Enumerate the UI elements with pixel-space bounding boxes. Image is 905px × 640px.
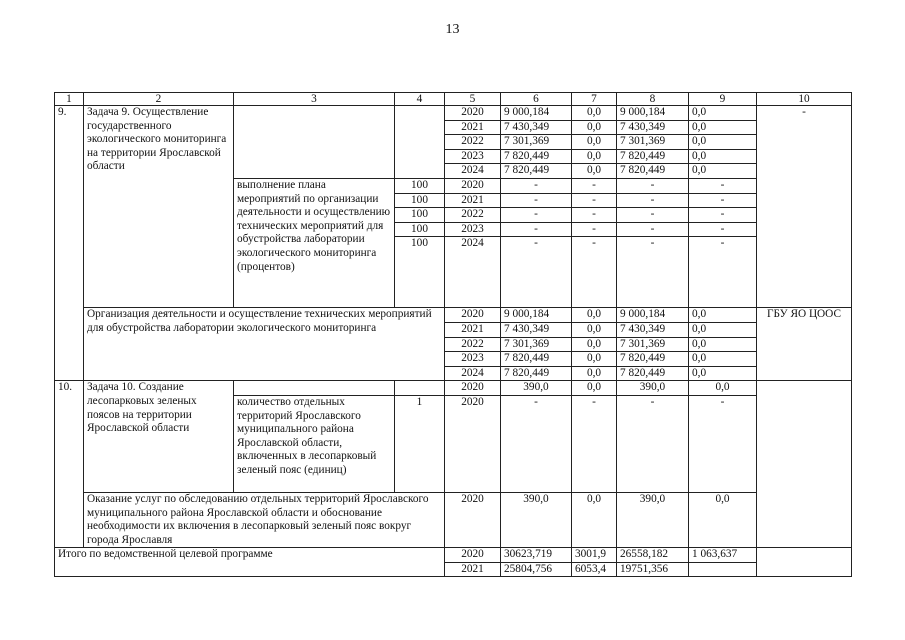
indicator-text: выполнение плана мероприятий по организации деятельности и осуществлению технических мероприятий для обустройства лаборатории экологического мониторинга (процентов) (234, 178, 395, 307)
column-header: 9 (689, 93, 757, 106)
column-header: 2 (84, 93, 234, 106)
value-cell: - (689, 178, 757, 193)
value-cell: 7 430,349 (617, 120, 689, 135)
target-value-cell: 100 (395, 193, 445, 208)
activity-text: Оказание услуг по обследованию отдельных территорий Ярославского муниципального района Ярославской области и обоснование необходимости их включения в лесопарковый зеленый пояс вокруг города Ярославля (84, 492, 445, 547)
column-header: 1 (55, 93, 84, 106)
target-value-cell: 100 (395, 222, 445, 237)
table-row (55, 381, 852, 396)
target-value-cell: 100 (395, 178, 445, 193)
value-cell: - (689, 237, 757, 308)
year-cell: 2020 (445, 106, 501, 121)
value-cell: - (689, 208, 757, 223)
task-title: Задача 10. Создание лесопарковых зеленых поясов на территории Ярославской области (84, 381, 234, 493)
value-cell: 19751,356 (617, 562, 689, 577)
task-title: Задача 9. Осуществление государственного экологического мониторинга на территории Ярославской области (84, 106, 234, 308)
column-header: 3 (234, 93, 395, 106)
value-cell: 9 000,184 (617, 106, 689, 121)
value-cell: 9 000,184 (617, 308, 689, 323)
value-cell: 0,0 (572, 135, 617, 150)
value-cell: 0,0 (572, 337, 617, 352)
value-cell: 0,0 (689, 106, 757, 121)
year-cell: 2021 (445, 322, 501, 337)
indicator-text: количество отдельных территорий Ярославского муниципального района Ярославской области, включенных в лесопарковый зеленый пояс (единиц) (234, 395, 395, 492)
value-cell: 7 430,349 (501, 120, 572, 135)
total-label: Итого по ведомственной целевой программе (55, 548, 445, 577)
value-cell: 0,0 (689, 352, 757, 367)
value-cell: 9 000,184 (501, 106, 572, 121)
value-cell: 7 820,449 (617, 352, 689, 367)
value-cell: 0,0 (572, 149, 617, 164)
value-cell: 7 301,369 (617, 337, 689, 352)
value-cell: 0,0 (572, 106, 617, 121)
value-cell: 1 063,637 (689, 548, 757, 563)
year-cell: 2021 (445, 120, 501, 135)
table-row (55, 492, 852, 547)
value-cell: - (501, 395, 572, 492)
value-cell: 0,0 (572, 366, 617, 381)
value-cell: 0,0 (689, 492, 757, 547)
value-cell: 26558,182 (617, 548, 689, 563)
column-header: 7 (572, 93, 617, 106)
value-cell: - (572, 222, 617, 237)
value-cell: - (501, 178, 572, 193)
value-cell: 9 000,184 (501, 308, 572, 323)
value-cell: 7 430,349 (617, 322, 689, 337)
activity-text: Организация деятельности и осуществление технических мероприятий для обустройства лаборатории экологического мониторинга (84, 308, 445, 381)
value-cell: 390,0 (617, 492, 689, 547)
value-cell: 0,0 (689, 322, 757, 337)
page-number: 13 (445, 22, 460, 37)
value-cell: 0,0 (689, 135, 757, 150)
value-cell: 3001,9 (572, 548, 617, 563)
year-cell: 2021 (445, 193, 501, 208)
column-header: 4 (395, 93, 445, 106)
year-cell: 2020 (445, 492, 501, 547)
value-cell: 390,0 (617, 381, 689, 396)
value-cell: 0,0 (572, 164, 617, 179)
program-table (54, 92, 852, 577)
value-cell: 7 820,449 (501, 149, 572, 164)
value-cell: - (572, 395, 617, 492)
value-cell: 0,0 (572, 322, 617, 337)
target-value-cell: 1 (395, 395, 445, 492)
column-header: 8 (617, 93, 689, 106)
year-cell: 2020 (445, 548, 501, 563)
value-cell: 0,0 (572, 352, 617, 367)
year-cell: 2023 (445, 149, 501, 164)
value-cell: 0,0 (689, 366, 757, 381)
value-cell: 0,0 (572, 308, 617, 323)
year-cell: 2023 (445, 222, 501, 237)
table-row (55, 106, 852, 121)
year-cell: 2020 (445, 395, 501, 492)
year-cell: 2022 (445, 337, 501, 352)
value-cell: 7 820,449 (617, 149, 689, 164)
value-cell: 7 820,449 (501, 366, 572, 381)
value-cell: - (689, 222, 757, 237)
value-cell: 7 301,369 (617, 135, 689, 150)
value-cell: 0,0 (689, 164, 757, 179)
value-cell: 7 820,449 (617, 366, 689, 381)
table-row (55, 308, 852, 323)
value-cell: 0,0 (689, 381, 757, 396)
year-cell: 2022 (445, 208, 501, 223)
year-cell: 2020 (445, 178, 501, 193)
target-value-cell: 100 (395, 208, 445, 223)
year-cell: 2023 (445, 352, 501, 367)
value-cell: 0,0 (689, 120, 757, 135)
value-cell: - (617, 178, 689, 193)
value-cell: - (617, 222, 689, 237)
year-cell: 2021 (445, 562, 501, 577)
value-cell: 0,0 (689, 337, 757, 352)
value-cell: - (501, 193, 572, 208)
value-cell: 7 430,349 (501, 322, 572, 337)
value-cell: - (572, 193, 617, 208)
value-cell: 6053,4 (572, 562, 617, 577)
value-cell: 0,0 (689, 149, 757, 164)
value-cell: - (617, 395, 689, 492)
value-cell: 0,0 (572, 381, 617, 396)
value-cell: - (501, 237, 572, 308)
value-cell: 390,0 (501, 492, 572, 547)
value-cell: - (501, 222, 572, 237)
value-cell: - (501, 208, 572, 223)
task-number: 9. (55, 106, 84, 381)
year-cell: 2024 (445, 164, 501, 179)
value-cell (689, 562, 757, 577)
value-cell: 30623,719 (501, 548, 572, 563)
executor-cell: - (757, 106, 852, 308)
column-header: 10 (757, 93, 852, 106)
year-cell: 2024 (445, 366, 501, 381)
column-header: 6 (501, 93, 572, 106)
value-cell: - (572, 178, 617, 193)
task-number: 10. (55, 381, 84, 548)
value-cell: - (689, 193, 757, 208)
executor-cell: ГБУ ЯО ЦООС (757, 308, 852, 381)
target-value-cell: 100 (395, 237, 445, 308)
value-cell: - (689, 395, 757, 492)
value-cell: 0,0 (572, 120, 617, 135)
value-cell: 7 301,369 (501, 135, 572, 150)
total-row (55, 548, 852, 563)
year-cell: 2024 (445, 237, 501, 308)
year-cell: 2020 (445, 381, 501, 396)
value-cell: - (617, 208, 689, 223)
value-cell: 7 820,449 (501, 164, 572, 179)
value-cell: - (572, 208, 617, 223)
value-cell: - (617, 237, 689, 308)
column-header-row (55, 93, 852, 106)
value-cell: 7 301,369 (501, 337, 572, 352)
year-cell: 2020 (445, 308, 501, 323)
value-cell: 0,0 (689, 308, 757, 323)
value-cell: 25804,756 (501, 562, 572, 577)
value-cell: 390,0 (501, 381, 572, 396)
value-cell: 7 820,449 (617, 164, 689, 179)
value-cell: 0,0 (572, 492, 617, 547)
year-cell: 2022 (445, 135, 501, 150)
value-cell: 7 820,449 (501, 352, 572, 367)
value-cell: - (617, 193, 689, 208)
value-cell: - (572, 237, 617, 308)
column-header: 5 (445, 93, 501, 106)
